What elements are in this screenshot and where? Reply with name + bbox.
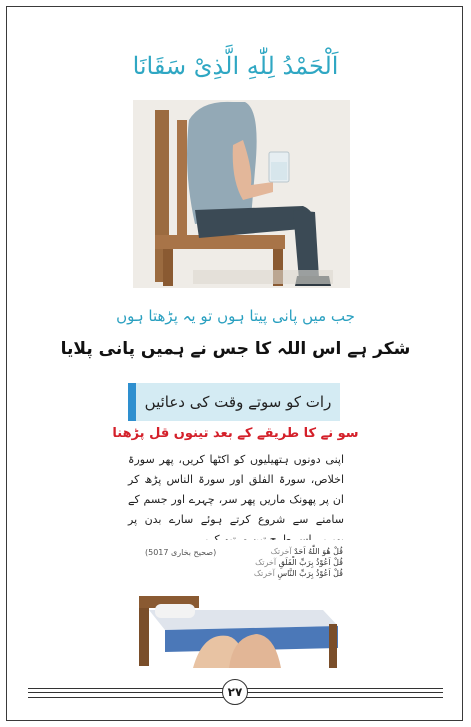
body-paragraph: اپنی دونوں ہتھیلیوں کو اکٹھا کریں، پھر سورۃ اخلاص، سورۃ الفلق اور سورۃ الناس پڑھ کر ان پر پھونک ماریں پھر سر، چہرے اور جسم کے سامنے سے شروع کرتے ہوئے سارے بدن پر [128,453,344,526]
section-title: رات کو سوتے وقت کی دعائیں [144,393,332,411]
page-number: ۲۷ [222,679,248,705]
meaning-line: شکر ہے اس اللہ کا جس نے ہمیں پانی پلایا [60,339,411,359]
section-title-bar [128,383,340,421]
instruction-line: جب میں پانی پیتا ہوں تو یہ پڑھتا ہوں [116,307,355,325]
hadith-reference: (صحیح بخاری 5017) [145,548,217,557]
bedtime-dua-illustration [133,540,350,670]
verse-2: قُلْ اَعُوْذُ بِرَبِّ الْفَلَقِ آخرتک [255,558,343,567]
sub-heading: سو نے کا طریقے کے بعد تینوں قل پڑھنا [112,426,359,441]
verse-3: قُلْ اَعُوْذُ بِرَبِّ النَّاسِ آخرتک [253,569,343,578]
verse-1: قُلْ هُوَ اللّٰهُ اَحَدٌ آخرتک [270,547,343,556]
dua-title: اَلْحَمْدُ لِلّٰهِ الَّذِیْ سَقَانَا [132,52,339,80]
verse-list [203,546,343,579]
drinking-water-illustration [133,100,350,288]
